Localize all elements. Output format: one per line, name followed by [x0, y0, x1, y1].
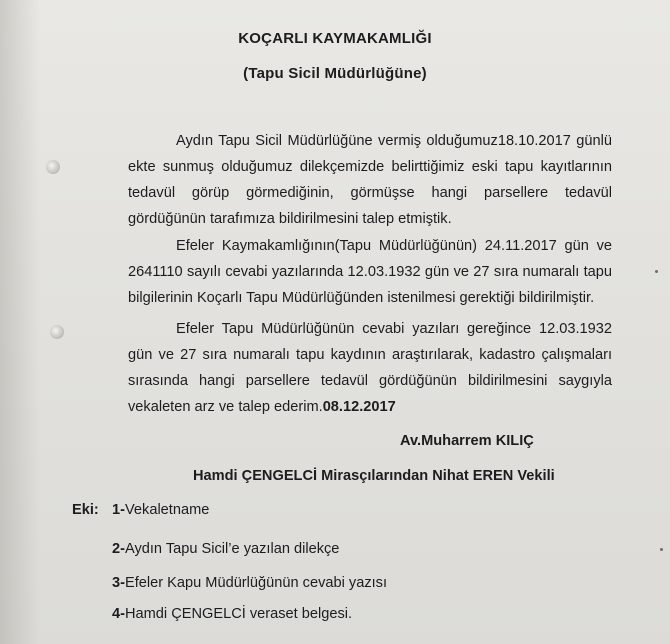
- attachment-item: [112, 575, 387, 591]
- attachment-number: 4-: [112, 606, 125, 622]
- attachments-label: Eki:: [72, 502, 99, 518]
- attachment-text: Aydın Tapu Sicil’e yazılan dilekçe: [124, 541, 340, 557]
- attachment-text: Efeler Kapu Müdürlüğünün cevabi yazısı: [124, 575, 388, 591]
- attachment-item: [112, 606, 352, 622]
- attachment-item: [112, 541, 339, 557]
- attachment-number: 1-: [112, 502, 125, 518]
- paragraph-2-text: Efeler Kaymakamlığının(Tapu Müdürlüğünün) 24.11.2017 gün ve 2641110 sayılı cevabi yazılarında 12.03.1932 gün ve 27 sıra numaralı tapu bilgilerinin Koçarlı Tapu Müdürlüğünden istenilmesi gerektiği bildirilmiştir.: [128, 238, 612, 306]
- attorney-role: Hamdi ÇENGELCİ Mirasçılarından Nihat EREN Vekili: [193, 468, 555, 484]
- paper-mark: [660, 548, 663, 551]
- paragraph-3-text: Efeler Tapu Müdürlüğünün cevabi yazıları gereğince 12.03.1932 gün ve 27 sıra numaralı tapu kaydının araştırılarak, kadastro çalışmaları sırasında hangi parsellere tedavül gördüğünün bildirilmesini saygıyla vekaleten arz ve talep ederim.: [128, 321, 612, 415]
- paragraph-3: [128, 316, 612, 420]
- attachment-text: Hamdi ÇENGELCİ veraset belgesi.: [124, 606, 353, 622]
- paragraph-1: [128, 128, 612, 232]
- paragraph-1-text: Aydın Tapu Sicil Müdürlüğüne vermiş olduğumuz18.10.2017 günlü ekte sunmuş olduğumuz dilekçemizde belirttiğimiz eski tapu kayıtlarının tedavül görüp görmediğinin, görmüşse hangi parsellere tedavül gördüğünün tarafımıza bildirilmesini talep etmiştik.: [128, 133, 612, 227]
- attachment-item: [112, 502, 209, 518]
- document-subtitle: (Tapu Sicil Müdürlüğüne): [243, 65, 427, 82]
- attachment-number: 2-: [112, 541, 125, 557]
- document-date: 08.12.2017: [322, 399, 396, 415]
- paper-mark: [655, 270, 658, 273]
- document-title: KOÇARLI KAYMAKAMLIĞI: [238, 30, 432, 47]
- attachment-text: Vekaletname: [124, 502, 210, 518]
- attachment-number: 3-: [112, 575, 125, 591]
- page-shadow: [0, 0, 40, 644]
- attorney-name: Av.Muharrem KILIÇ: [400, 433, 534, 449]
- paragraph-2: [128, 233, 612, 311]
- punch-hole: [46, 160, 60, 174]
- punch-hole: [50, 325, 64, 339]
